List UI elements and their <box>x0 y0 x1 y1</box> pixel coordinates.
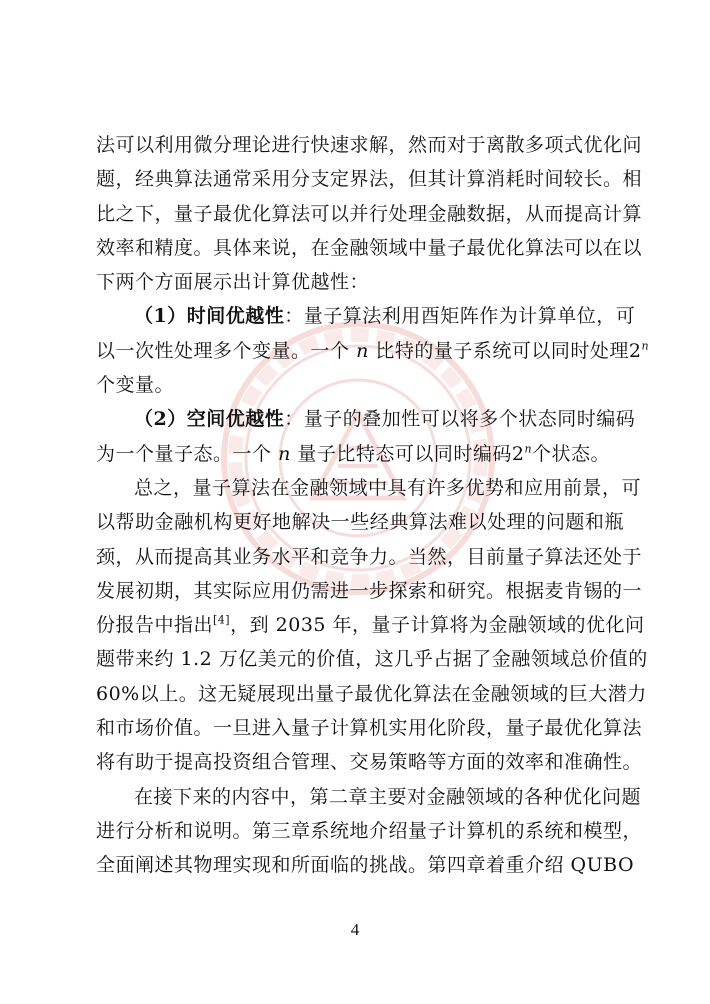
item-2-text: 为一个量子态。一个 <box>96 442 272 465</box>
text-line: 法可以利用微分理论进行快速求解，然而对于离散多项式优化问 <box>96 134 643 156</box>
document-body <box>96 128 650 883</box>
item-1-text: 以一次性处理多个变量。一个 <box>96 339 350 362</box>
item-1-text: ：量子算法利用酉矩阵作为计算单位，可 <box>284 305 636 328</box>
variable-n: n <box>356 339 369 362</box>
item-2-line-1 <box>96 402 636 436</box>
item-1-label: （1）时间优越性 <box>134 305 285 328</box>
item-2-text: 量子比特态可以同时编码2 <box>297 442 525 465</box>
text-line: 以帮助金融机构更好地解决一些经典算法难以处理的问题和瓶 <box>96 511 624 534</box>
text-line: 发展初期，其实际应用仍需进一步探索和研究。根据麦肯锡的一 <box>96 579 643 602</box>
text-line: 题，经典算法通常采用分支定界法，但其计算消耗时间较长。相 <box>96 168 643 191</box>
citation-ref[interactable]: [4] <box>213 613 231 627</box>
superscript-n: n <box>641 339 650 353</box>
item-2-text: 个状态。 <box>532 442 611 465</box>
superscript-n: n <box>524 442 533 456</box>
item-1-text: 比特的量子系统可以同时处理2 <box>375 339 642 362</box>
item-1-line-3: 个变量。 <box>96 374 175 397</box>
text-line: 和市场价值。一旦进入量子计算机实用化阶段，量子最优化算法 <box>96 717 643 740</box>
text-segment: ，到 2035 年，量子计算将为金融领域的优化问 <box>230 614 645 637</box>
item-2-label: （2）空间优越性 <box>134 408 285 431</box>
text-line: 将有助于提高投资组合管理、交易策略等方面的效率和准确性。 <box>96 751 643 774</box>
item-1-line-2 <box>96 334 650 368</box>
item-1-line-1 <box>96 299 636 333</box>
variable-n: n <box>278 442 291 465</box>
text-line-with-citation <box>96 608 645 642</box>
text-segment: 份报告中指出 <box>96 614 214 637</box>
text-line: 下两个方面展示出计算优越性： <box>96 271 370 294</box>
page-number: 4 <box>350 920 360 939</box>
text-line: 比之下，量子最优化算法可以并行处理金融数据，从而提高计算 <box>96 202 643 225</box>
text-line: 颈，从而提高其业务水平和竞争力。当然，目前量子算法还处于 <box>96 545 643 568</box>
item-2-line-2 <box>96 437 624 471</box>
item-2-text: ：量子的叠加性可以将多个状态同时编码 <box>284 408 636 431</box>
text-line: 60%以上。这无疑展现出量子最优化算法在金融领域的巨大潜力 <box>96 682 647 705</box>
text-line: 总之，量子算法在金融领域中具有许多优势和应用前景，可 <box>134 476 642 499</box>
text-line: 效率和精度。具体来说，在金融领域中量子最优化算法可以在以 <box>96 236 643 259</box>
text-line: 全面阐述其物理实现和所面临的挑战。第四章着重介绍 QUBO <box>96 854 635 877</box>
text-line: 题带来约 1.2 万亿美元的价值，这几乎占据了金融领域总价值的 <box>96 648 648 671</box>
text-line: 在接下来的内容中，第二章主要对金融领域的各种优化问题 <box>134 785 642 808</box>
text-line: 进行分析和说明。第三章系统地介绍量子计算机的系统和模型， <box>96 819 643 842</box>
